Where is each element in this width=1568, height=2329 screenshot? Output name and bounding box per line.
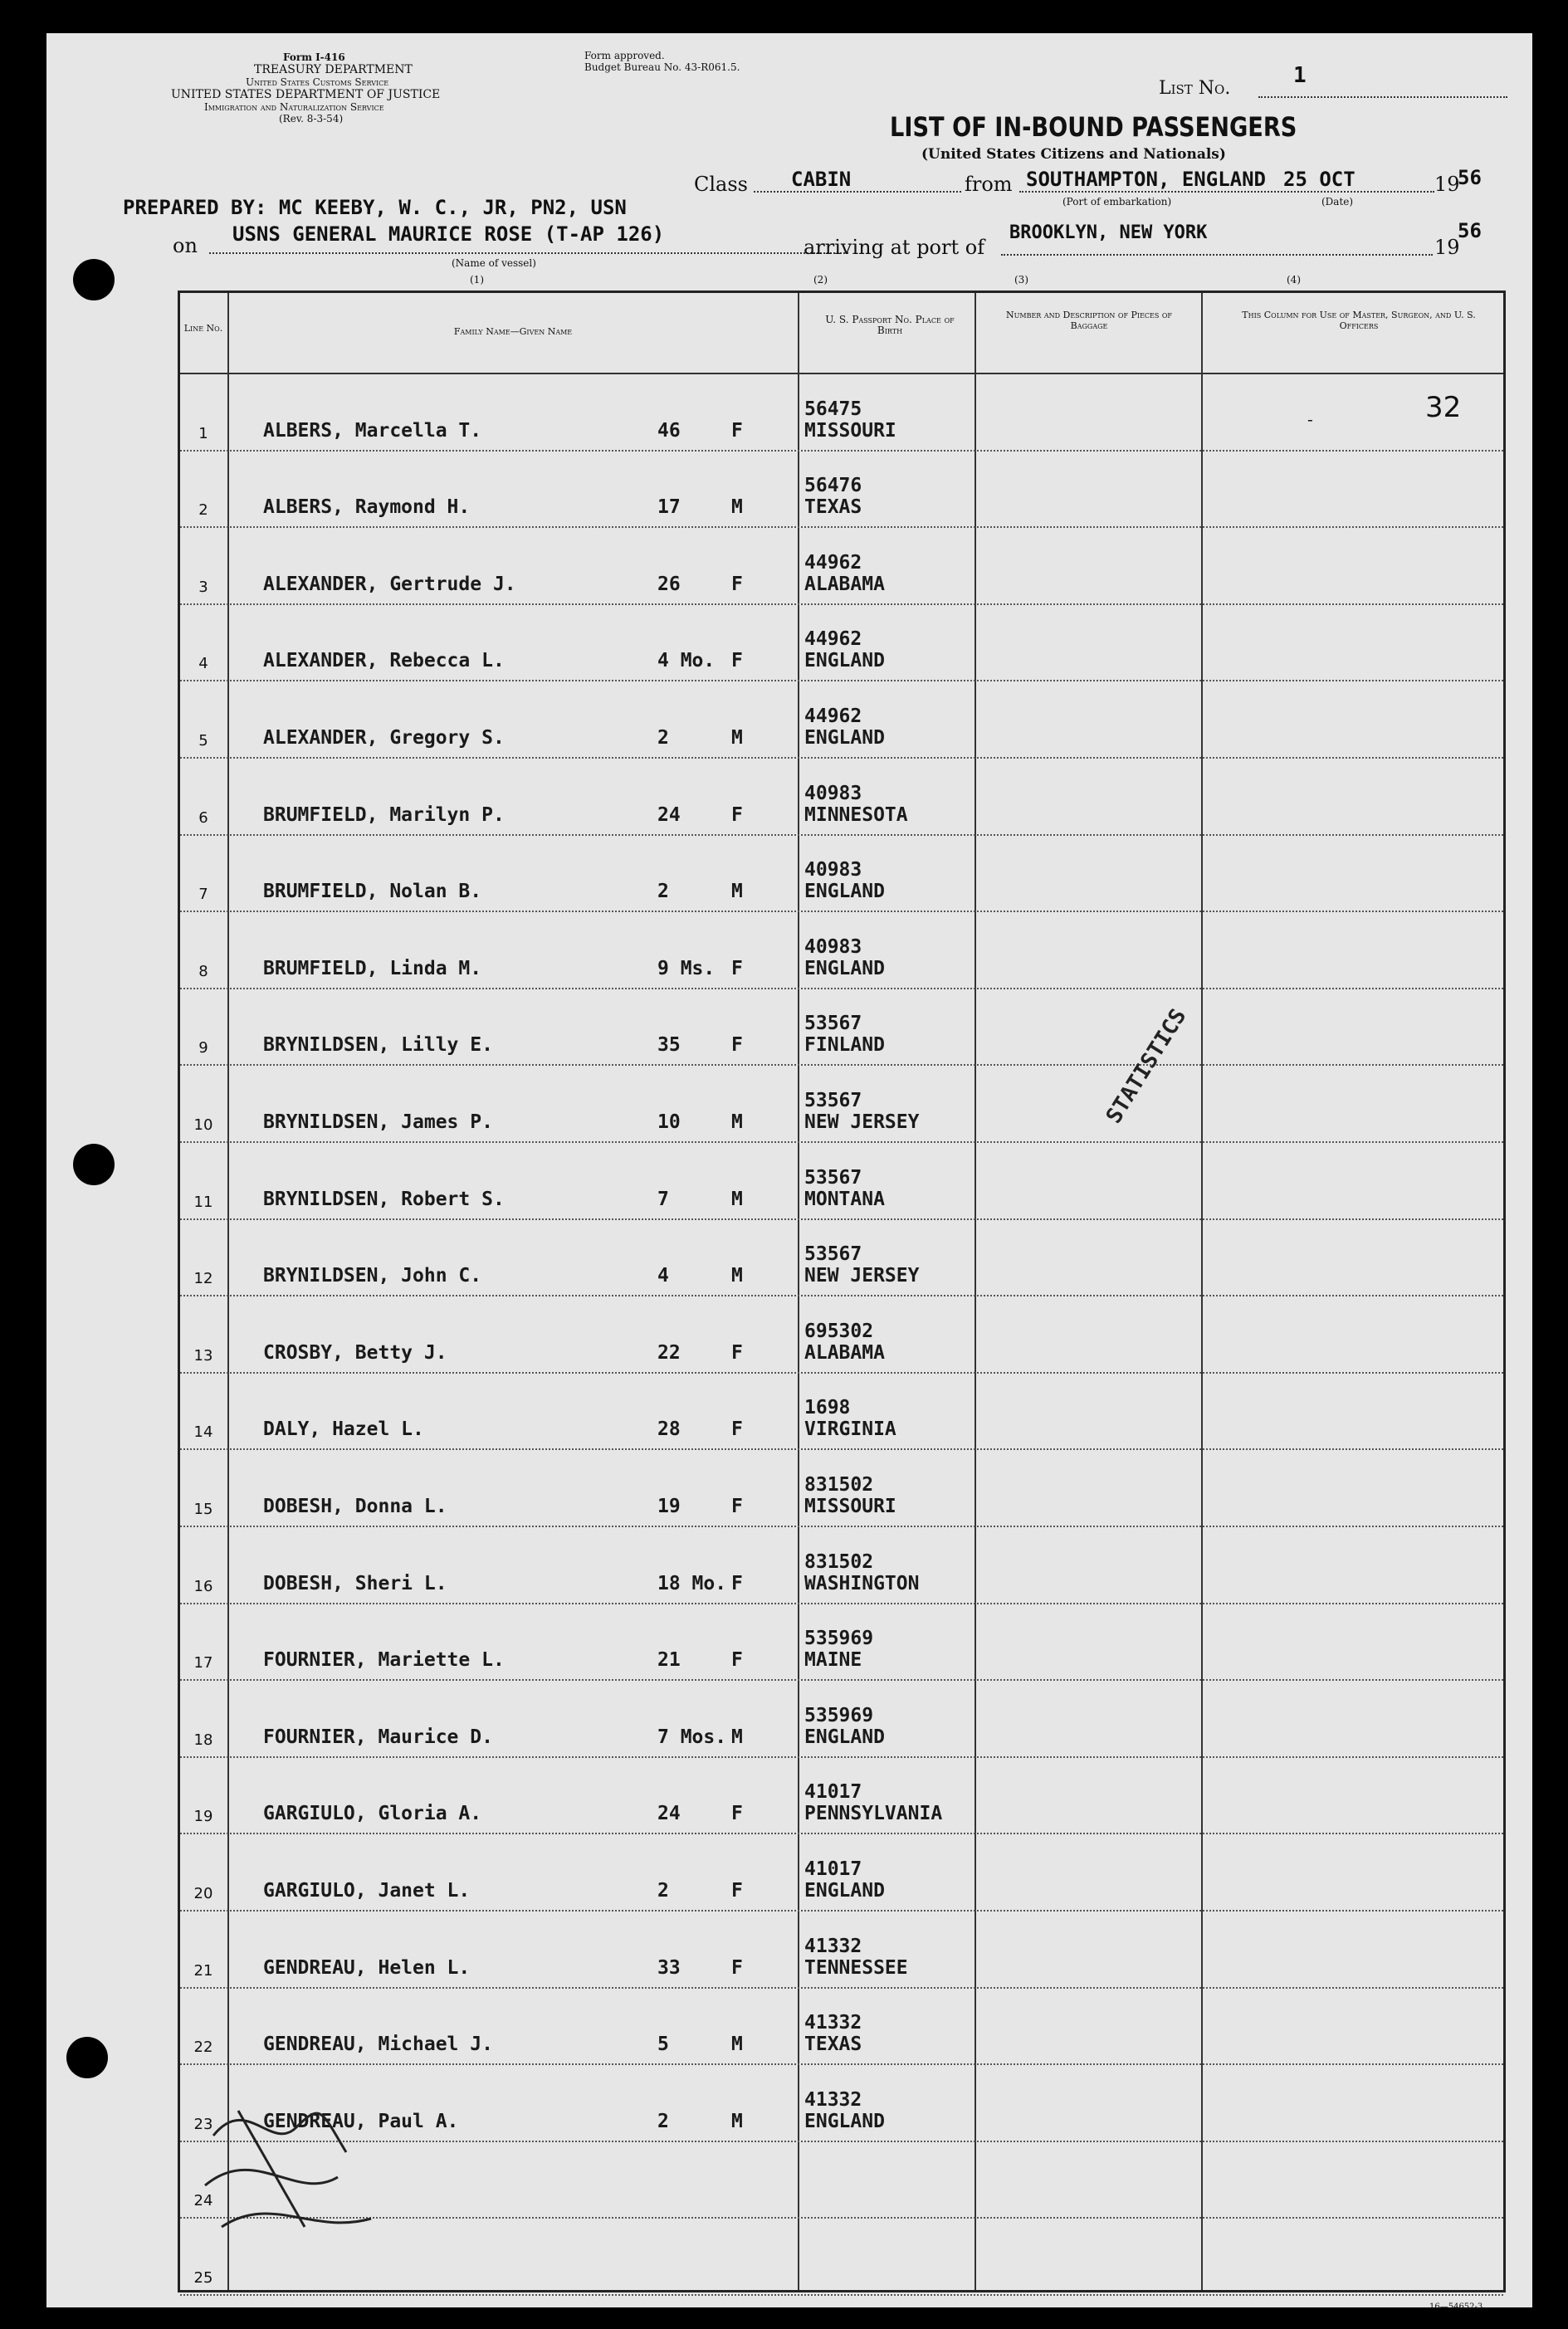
place-of-birth: ENGLAND	[804, 881, 885, 903]
line-number: 5	[198, 732, 208, 749]
passenger-name: ALEXANDER, Gregory S.	[263, 727, 505, 749]
place-of-birth: ENGLAND	[804, 957, 885, 979]
line-number: 16	[193, 1577, 213, 1595]
line-number: 24	[193, 2192, 213, 2210]
row-divider	[180, 680, 1503, 681]
row-divider	[180, 603, 1503, 605]
header-divider	[180, 373, 1503, 374]
row-divider	[180, 1679, 1503, 1681]
row-divider	[180, 1218, 1503, 1220]
header-baggage: Number and Description of Pieces of Baggage	[1006, 310, 1172, 331]
header-passport: U. S. Passport No. Place of Birth	[825, 314, 955, 336]
line-number: 6	[198, 808, 208, 827]
passport-number: 41332	[804, 1935, 862, 1957]
place-of-birth: ALABAMA	[804, 573, 885, 595]
form-approved: Form approved.	[584, 50, 665, 61]
punch-hole	[73, 259, 115, 300]
col-divider	[1201, 293, 1203, 2290]
passenger-name: GARGIULO, Gloria A.	[263, 1803, 482, 1825]
year-value: 56	[1458, 166, 1482, 189]
passenger-sex: M	[731, 2034, 743, 2056]
port-embark-label: (Port of embarkation)	[1062, 196, 1172, 208]
place-of-birth: MAINE	[804, 1649, 862, 1672]
line-number: 2	[198, 501, 208, 520]
header-officers: This Column for Use of Master, Surgeon, and U. S. Officers	[1242, 310, 1476, 331]
place-of-birth: ENGLAND	[804, 650, 885, 672]
place-of-birth: MISSOURI	[804, 1496, 896, 1517]
passenger-name: ALEXANDER, Rebecca L.	[263, 650, 505, 672]
passenger-sex: M	[731, 1111, 743, 1133]
passport-number: 40983	[804, 859, 862, 881]
passenger-sex: F	[731, 573, 743, 595]
passport-number: 40983	[804, 782, 862, 804]
place-of-birth: PENNSYLVANIA	[804, 1803, 943, 1825]
justice-dept: UNITED STATES DEPARTMENT OF JUSTICE	[171, 88, 441, 101]
row-divider	[180, 1987, 1503, 1989]
passport-number: 53567	[804, 1166, 862, 1189]
passenger-age: 17	[657, 496, 681, 519]
passenger-sex: F	[731, 803, 743, 826]
passenger-sex: F	[731, 650, 743, 672]
row-divider	[180, 526, 1503, 528]
col-divider	[975, 293, 976, 2290]
passenger-table	[178, 291, 1506, 2292]
passenger-age: 9 Ms.	[657, 957, 716, 979]
punch-hole	[66, 2037, 108, 2078]
passenger-sex: M	[731, 496, 743, 519]
line-number: 15	[193, 1501, 213, 1518]
place-of-birth: ENGLAND	[804, 1880, 885, 1902]
passenger-sex: M	[731, 1188, 743, 1210]
place-of-birth: VIRGINIA	[804, 1418, 896, 1441]
line-number: 21	[193, 1961, 213, 1980]
passport-number: 41332	[804, 2012, 862, 2034]
passenger-age: 4	[657, 1265, 669, 1287]
passenger-age: 5	[657, 2034, 669, 2056]
row-divider	[180, 834, 1503, 836]
punch-hole	[73, 1144, 115, 1185]
passenger-age: 26	[657, 573, 681, 595]
passenger-name: ALEXANDER, Gertrude J.	[263, 573, 516, 595]
prepared-by: PREPARED BY: MC KEEBY, W. C., JR, PN2, USN	[123, 196, 627, 219]
row-divider	[180, 988, 1503, 989]
passenger-age: 2	[657, 881, 669, 903]
passenger-name: GARGIULO, Janet L.	[263, 1880, 471, 1902]
year2-value: 56	[1458, 219, 1482, 242]
row-divider	[180, 757, 1503, 759]
passenger-age: 10	[657, 1111, 681, 1133]
passenger-age: 28	[657, 1418, 681, 1441]
line-number: 20	[193, 1885, 213, 1902]
passenger-name: BRUMFIELD, Nolan B.	[263, 881, 482, 903]
passport-number: 695302	[804, 1320, 874, 1342]
row-divider	[180, 1833, 1503, 1834]
class-label: Class	[694, 173, 748, 196]
passenger-age: 24	[657, 1803, 681, 1825]
passenger-name: CROSBY, Betty J.	[263, 1341, 447, 1364]
list-no-value: 1	[1293, 63, 1307, 88]
passenger-name: BRYNILDSEN, John C.	[263, 1265, 482, 1287]
passenger-sex: F	[731, 1649, 743, 1672]
date-label: (Date)	[1321, 196, 1354, 208]
passport-number: 53567	[804, 1013, 862, 1035]
place-of-birth: ENGLAND	[804, 2110, 885, 2132]
line-number: 9	[198, 1039, 208, 1057]
officer-note: 32	[1425, 391, 1462, 424]
passenger-name: BRYNILDSEN, Robert S.	[263, 1188, 505, 1210]
row-divider	[180, 1064, 1503, 1066]
passport-number: 535969	[804, 1704, 874, 1726]
from-line	[1019, 191, 1434, 193]
date-value: 25 OCT	[1283, 168, 1356, 191]
place-of-birth: NEW JERSEY	[804, 1111, 920, 1133]
passport-number: 41017	[804, 1781, 862, 1804]
place-of-birth: FINLAND	[804, 1034, 885, 1057]
line-number: 4	[198, 655, 208, 673]
passport-number: 831502	[804, 1550, 874, 1573]
form-number: Form I-416	[283, 51, 345, 63]
line-number: 13	[193, 1346, 213, 1365]
class-value: CABIN	[791, 168, 852, 191]
passenger-sex: F	[731, 1572, 743, 1594]
row-divider	[180, 1526, 1503, 1527]
col-index-1: (1)	[470, 274, 484, 286]
passenger-age: 33	[657, 1956, 681, 1979]
passenger-age: 4 Mo.	[657, 650, 716, 672]
line-number: 14	[193, 1423, 213, 1442]
row-divider	[180, 1372, 1503, 1374]
passenger-age: 46	[657, 419, 681, 442]
place-of-birth: NEW JERSEY	[804, 1265, 920, 1287]
passenger-sex: M	[731, 1726, 743, 1748]
place-of-birth: WASHINGTON	[804, 1572, 920, 1594]
passport-number: 44962	[804, 551, 862, 574]
passenger-age: 2	[657, 727, 669, 749]
customs-service: United States Customs Service	[246, 76, 389, 88]
passenger-age: 7	[657, 1188, 669, 1210]
line-number: 10	[193, 1116, 213, 1134]
place-of-birth: ENGLAND	[804, 727, 885, 749]
line-number: 3	[198, 578, 208, 596]
year-prefix: 19	[1434, 173, 1460, 196]
row-divider	[180, 1910, 1503, 1912]
line-number: 25	[193, 2269, 213, 2287]
list-no-line	[1258, 96, 1507, 98]
line-number: 8	[198, 962, 208, 980]
passenger-age: 7 Mos.	[657, 1726, 727, 1748]
passenger-name: DOBESH, Donna L.	[263, 1496, 447, 1517]
passenger-sex: F	[731, 1956, 743, 1979]
passenger-sex: F	[731, 1341, 743, 1364]
dash-mark: -	[1307, 409, 1313, 429]
passenger-sex: F	[731, 1880, 743, 1902]
list-no-label: List No.	[1159, 78, 1231, 99]
budget-bureau: Budget Bureau No. 43-R061.5.	[584, 61, 740, 73]
on-label: on	[173, 234, 198, 257]
passenger-age: 21	[657, 1649, 681, 1672]
passenger-name: DALY, Hazel L.	[263, 1418, 424, 1441]
passenger-sex: M	[731, 881, 743, 903]
passenger-name: FOURNIER, Maurice D.	[263, 1726, 493, 1748]
ins-service: Immigration and Naturalization Service	[204, 101, 384, 113]
place-of-birth: ENGLAND	[804, 1726, 885, 1748]
port-value: BROOKLYN, NEW YORK	[1009, 222, 1208, 243]
passport-number: 56475	[804, 398, 862, 420]
passport-number: 53567	[804, 1090, 862, 1111]
row-divider	[180, 1141, 1503, 1143]
col-index-3: (3)	[1014, 274, 1028, 286]
passenger-name: GENDREAU, Helen L.	[263, 1956, 471, 1979]
port-line	[1001, 254, 1433, 256]
vessel-value: USNS GENERAL MAURICE ROSE (T-AP 126)	[232, 222, 665, 246]
treasury-dept: TREASURY DEPARTMENT	[254, 63, 413, 76]
from-label: from	[965, 173, 1013, 196]
passenger-sex: M	[731, 2110, 743, 2132]
col-index-2: (2)	[813, 274, 828, 286]
passenger-age: 19	[657, 1496, 681, 1517]
passport-number: 44962	[804, 706, 862, 727]
vessel-line	[209, 252, 848, 254]
row-divider	[180, 1448, 1503, 1450]
passenger-name: BRUMFIELD, Marilyn P.	[263, 803, 505, 826]
line-number: 7	[198, 886, 208, 904]
passenger-age: 35	[657, 1034, 681, 1057]
line-number: 18	[193, 1731, 213, 1749]
year2-prefix: 19	[1434, 236, 1460, 259]
passport-number: 40983	[804, 935, 862, 958]
line-number: 23	[193, 2115, 213, 2133]
line-number: 22	[193, 2038, 213, 2057]
place-of-birth: MINNESOTA	[804, 803, 908, 826]
passenger-sex: F	[731, 1418, 743, 1441]
row-divider	[180, 1756, 1503, 1758]
passenger-age: 2	[657, 1880, 669, 1902]
row-divider	[180, 1603, 1503, 1604]
line-number: 19	[193, 1808, 213, 1826]
place-of-birth: TENNESSEE	[804, 1956, 908, 1979]
passport-number: 535969	[804, 1628, 874, 1650]
passenger-name: BRYNILDSEN, James P.	[263, 1111, 493, 1133]
place-of-birth: MISSOURI	[804, 419, 896, 442]
line-number: 12	[193, 1270, 213, 1288]
passport-number: 831502	[804, 1474, 874, 1496]
place-of-birth: ALABAMA	[804, 1341, 885, 1364]
passenger-name: DOBESH, Sheri L.	[263, 1572, 447, 1594]
passport-number: 56476	[804, 475, 862, 497]
passport-number: 1698	[804, 1397, 851, 1419]
passenger-name: GENDREAU, Michael J.	[263, 2034, 493, 2056]
line-number: 11	[193, 1193, 213, 1211]
row-divider	[180, 2294, 1503, 2296]
class-line	[754, 191, 961, 193]
passenger-name: BRUMFIELD, Linda M.	[263, 957, 482, 979]
passport-number: 53567	[804, 1243, 862, 1266]
arriving-label: arriving at port of	[804, 236, 985, 259]
passenger-age: 2	[657, 2110, 669, 2132]
form-code: 16—54652-3	[1429, 2302, 1483, 2312]
list-subtitle: (United States Citizens and Nationals)	[921, 146, 1226, 163]
passenger-sex: M	[731, 727, 743, 749]
passport-number: 41017	[804, 1858, 862, 1880]
passenger-sex: F	[731, 1034, 743, 1057]
place-of-birth: TEXAS	[804, 2034, 862, 2056]
passenger-sex: F	[731, 419, 743, 442]
from-value: SOUTHAMPTON, ENGLAND	[1026, 168, 1266, 191]
row-divider	[180, 450, 1503, 452]
passenger-sex: F	[731, 1496, 743, 1517]
passenger-name: BRYNILDSEN, Lilly E.	[263, 1034, 493, 1057]
passenger-name: ALBERS, Marcella T.	[263, 419, 482, 442]
place-of-birth: MONTANA	[804, 1188, 885, 1210]
col-divider	[227, 293, 229, 2290]
passenger-name: GENDREAU, Paul A.	[263, 2110, 459, 2132]
vessel-label: (Name of vessel)	[452, 257, 536, 269]
list-title: LIST OF IN-BOUND PASSENGERS	[890, 111, 1297, 143]
line-number: 1	[198, 424, 208, 442]
row-divider	[180, 911, 1503, 912]
revision: (Rev. 8-3-54)	[279, 113, 344, 125]
row-divider	[180, 1295, 1503, 1296]
signature-scribble	[180, 2061, 396, 2277]
col-index-4: (4)	[1287, 274, 1301, 286]
header-line-no: Line No.	[183, 323, 223, 334]
passenger-name: ALBERS, Raymond H.	[263, 496, 471, 519]
passenger-age: 22	[657, 1341, 681, 1364]
passenger-sex: F	[731, 957, 743, 979]
passenger-age: 18 Mo.	[657, 1572, 727, 1594]
passenger-name: FOURNIER, Mariette L.	[263, 1649, 505, 1672]
header-name: Family Name—Given Name	[453, 326, 573, 337]
passenger-age: 24	[657, 803, 681, 826]
manifest-page	[46, 33, 1532, 2312]
passport-number: 44962	[804, 628, 862, 651]
passport-number: 41332	[804, 2088, 862, 2111]
statistics-stamp: STATISTICS	[1102, 1004, 1192, 1128]
line-number: 17	[193, 1654, 213, 1672]
place-of-birth: TEXAS	[804, 496, 862, 519]
col-divider	[798, 293, 799, 2290]
passenger-sex: F	[731, 1803, 743, 1825]
passenger-sex: M	[731, 1265, 743, 1287]
